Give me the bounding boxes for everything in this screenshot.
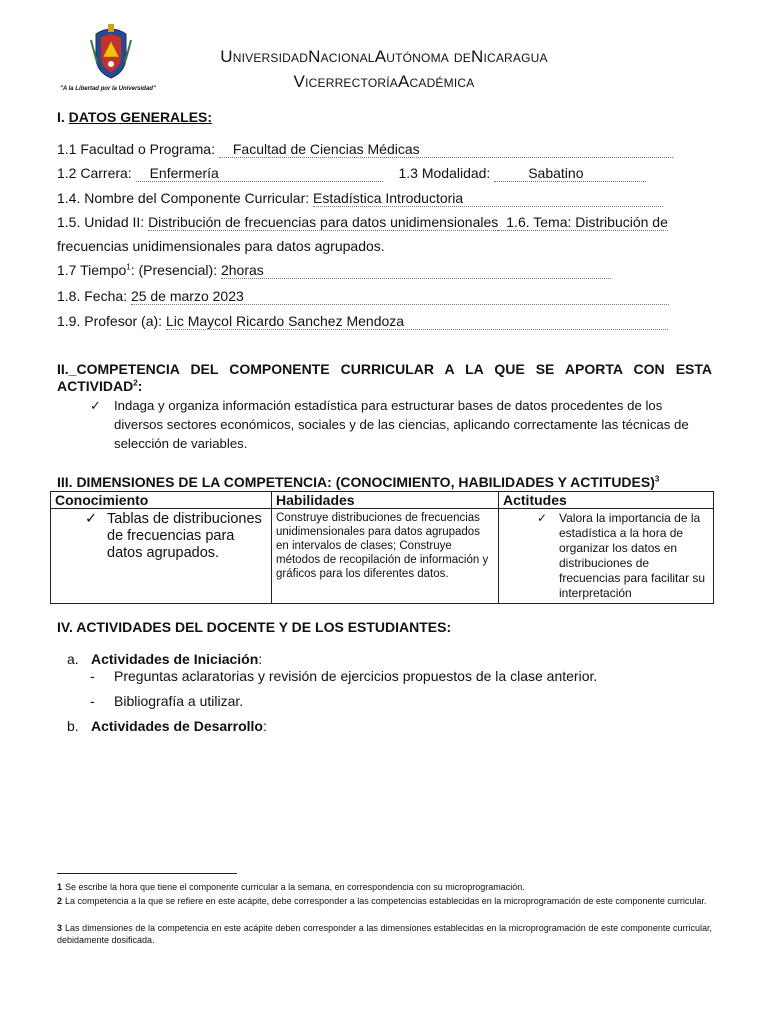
list-item: - Bibliografía a utilizar. bbox=[90, 693, 244, 709]
list-item: - Preguntas aclaratorias y revisión de ejercicios propuestos de la clase anterior. bbox=[90, 668, 598, 684]
checkmark-icon: ✓ bbox=[90, 398, 102, 413]
habilidades-text: Construye distribuciones de frecuencias unidimensionales para datos agrupados en intervalos de clases; Construye métodos de recopilación de información y gráficos para los diferentes datos. bbox=[276, 512, 489, 580]
checkmark-icon: ✓ bbox=[537, 511, 548, 525]
header-actitudes: Actitudes bbox=[499, 492, 714, 509]
cell-habilidades bbox=[272, 509, 499, 604]
university-motto: "A la Libertad por la Universidad" bbox=[60, 86, 156, 92]
field-tiempo: 1.7 Tiempo$^1$: (Presencial): 2horas bbox=[57, 262, 611, 279]
field-componente: 1.4. Nombre del Componente Curricular: Estadística Introductoria bbox=[57, 190, 663, 207]
actividades-iniciacion: a. Actividades de Iniciación: bbox=[67, 651, 263, 667]
profesor-value: Lic Maycol Ricardo Sanchez Mendoza bbox=[166, 313, 668, 330]
section-2-title-continued: ACTIVIDAD$^2$: bbox=[57, 378, 143, 394]
cell-conocimiento bbox=[51, 509, 272, 604]
section-1-title: I. DATOS GENERALES: bbox=[57, 109, 213, 125]
tiempo-value: 2horas bbox=[221, 262, 611, 279]
field-fecha: 1.8. Fecha: 25 de marzo 2023 bbox=[57, 288, 669, 305]
competencia-text: Indaga y organiza información estadística para estructurar bases de datos procedentes de los diversos sectores económicos, sociales y de las ciencias, aplicando correctamente las técnicas de selección de variables. bbox=[114, 398, 689, 451]
field-facultad: 1.1 Facultad o Programa: Facultad de Ciencias Médicas bbox=[57, 141, 673, 158]
header-habilidades: Habilidades bbox=[272, 492, 499, 509]
section-3-title: III. DIMENSIONES DE LA COMPETENCIA: (CONOCIMIENTO, HABILIDADES Y ACTITUDES)$^3$ bbox=[57, 474, 660, 490]
facultad-value: Facultad de Ciencias Médicas bbox=[219, 141, 673, 158]
componente-value: Estadística Introductoria bbox=[313, 190, 663, 207]
footnote-divider bbox=[57, 873, 237, 874]
field-unidad-tema: 1.5. Unidad II: Distribución de frecuencias para datos unidimensionales 1.6. Tema: Distribución de bbox=[57, 214, 668, 230]
carrera-value: Enfermería bbox=[136, 165, 383, 182]
modalidad-value: Sabatino bbox=[494, 165, 646, 182]
field-profesor: 1.9. Profesor (a): Lic Maycol Ricardo Sanchez Mendoza bbox=[57, 313, 668, 330]
university-name: UniversidadNacionalAutónoma deNicaragua bbox=[220, 47, 548, 66]
dimensions-table bbox=[50, 491, 714, 604]
section-2-title: II._COMPETENCIA DEL COMPONENTE CURRICULAR A LA QUE SE APORTA CON ESTA bbox=[57, 361, 712, 377]
header-conocimiento: Conocimiento bbox=[51, 492, 272, 509]
field-carrera: 1.2 Carrera: Enfermería 1.3 Modalidad: Sabatino bbox=[57, 165, 646, 182]
section-4-title: IV. ACTIVIDADES DEL DOCENTE Y DE LOS ESTUDIANTES: bbox=[57, 619, 452, 635]
checkmark-icon: ✓ bbox=[85, 511, 98, 527]
footnote-3: 3 Las dimensiones de la competencia en este acápite deben corresponder a las dimensiones establecidas en la microprogramación de este componente curricular, debidamente dosificada. bbox=[57, 923, 712, 945]
unidad-value: Distribución de frecuencias para datos unidimensionales bbox=[148, 214, 499, 230]
tema-value: Distribución de bbox=[575, 214, 668, 230]
tema-value-continued: frecuencias unidimensionales para datos agrupados. bbox=[57, 238, 385, 254]
fecha-value: 25 de marzo 2023 bbox=[131, 288, 669, 305]
footnote-2: 2 La competencia a la que se refiere en este acápite, debe corresponder a las competencias establecidas en la microprogramación de este componente curricular. bbox=[57, 896, 707, 906]
vicerrectoria-title: VicerrectoríaAcadémica bbox=[293, 72, 475, 91]
competencia-item bbox=[90, 396, 710, 453]
cell-actitudes bbox=[499, 509, 714, 604]
actitudes-text: Valora la importancia de la estadística a la hora de organizar los datos en distribuciones de frecuencias para facilitar su interpretación bbox=[559, 511, 706, 600]
actividades-desarrollo: b. Actividades de Desarrollo: bbox=[67, 718, 267, 734]
conocimiento-text: Tablas de distribuciones de frecuencias para datos agrupados. bbox=[107, 511, 262, 561]
footnote-1: 1 Se escribe la hora que tiene el componente curricular a la semana, en correspondencia con su microprogramación. bbox=[57, 882, 525, 892]
